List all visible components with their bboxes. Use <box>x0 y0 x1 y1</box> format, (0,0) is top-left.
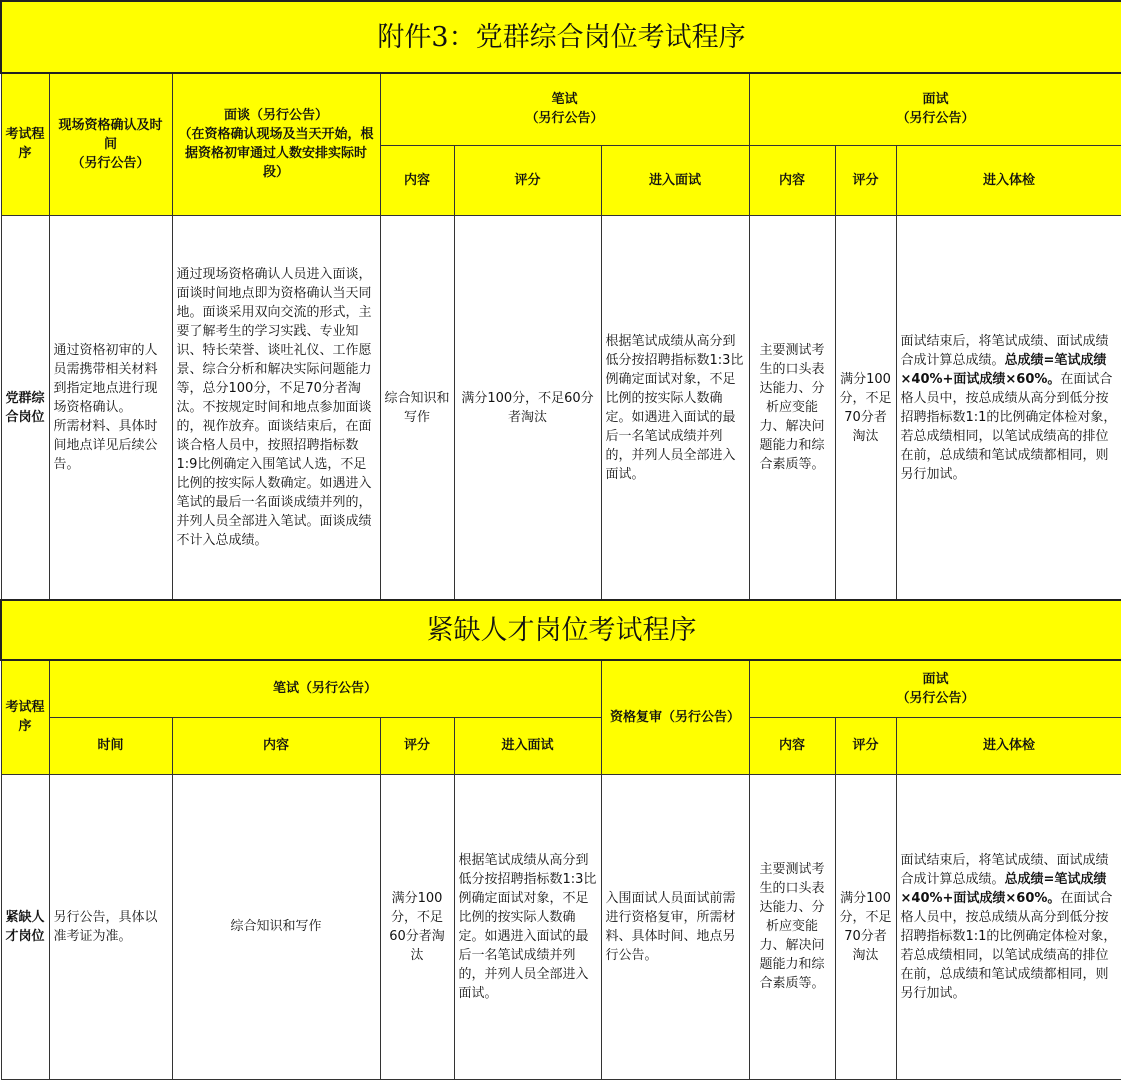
header-verification: 现场资格确认及时间 （另行公告） <box>49 73 172 215</box>
header-oral-content: 内容 <box>749 717 835 774</box>
header-written: 笔试（另行公告） <box>49 660 601 717</box>
oral-enter <box>896 215 1121 600</box>
oral-content: 主要测试考生的口头表达能力、分析应变能力、解决问题能力和综合素质等。 <box>749 215 835 600</box>
header-oral-score: 评分 <box>835 717 896 774</box>
written-content: 综合知识和写作 <box>172 774 380 1079</box>
header-written-score: 评分 <box>454 145 601 215</box>
oral-enter-part-a: 面试结束后，将笔试成绩、面试成绩合成计算总成绩。 <box>900 852 1109 887</box>
section2-title: 紧缺人才岗位考试程序 <box>1 600 1121 660</box>
verification-text: 通过资格初审的人员需携带相关材料到指定地点进行现场资格确认。 所需材料、具体时间地点详见后续公告。 <box>49 215 172 600</box>
header-written-time: 时间 <box>49 717 172 774</box>
written-enter: 根据笔试成绩从高分到低分按招聘指标数1:3比例确定面试对象，不足比例的按实际人数确定。如遇进入面试的最后一名笔试成绩并列的，并列人员全部进入面试。 <box>601 215 749 600</box>
written-score: 满分100分，不足60分者淘汰 <box>454 215 601 600</box>
header-oral-enter: 进入体检 <box>896 717 1121 774</box>
header-oral: 面试 （另行公告） <box>749 660 1121 717</box>
written-enter: 根据笔试成绩从高分到低分按招聘指标数1:3比例确定面试对象，不足比例的按实际人数确定。如遇进入面试的最后一名笔试成绩并列的，并列人员全部进入面试。 <box>454 774 601 1079</box>
oral-content: 主要测试考生的口头表达能力、分析应变能力、解决问题能力和综合素质等。 <box>749 774 835 1079</box>
written-time: 另行公告，具体以准考证为准。 <box>49 774 172 1079</box>
header-procedure: 考试程序 <box>1 660 49 774</box>
post-name: 紧缺人才岗位 <box>1 774 49 1079</box>
review-text: 入围面试人员面试前需进行资格复审，所需材料、具体时间、地点另行公告。 <box>601 774 749 1079</box>
header-oral-content: 内容 <box>749 145 835 215</box>
oral-enter-part-a: 面试结束后，将笔试成绩、面试成绩合成计算总成绩。 <box>900 333 1109 368</box>
header-oral: 面试 （另行公告） <box>749 73 1121 145</box>
header-written-enter: 进入面试 <box>454 717 601 774</box>
header-written-enter: 进入面试 <box>601 145 749 215</box>
interview-text: 通过现场资格确认人员进入面谈，面谈时间地点即为资格确认当天同地。面谈采用双向交流的形式，主要了解考生的学习实践、专业知识、特长荣誉、谈吐礼仪、工作愿景、综合分析和解决实际问题能力等，总分100分，不足70分者淘汰。不按规定时间和地点参加面谈的，视作放弃。面谈结束后，在面谈合格人员中，按照招聘指标数1:9比例确定入围笔试人选，不足比例的按实际人数确定。如遇进入笔试的最后一名面谈成绩并列的，并列人员全部进入笔试。面谈成绩不计入总成绩。 <box>172 215 380 600</box>
shortage-talent-exam-table <box>0 599 1121 1080</box>
oral-enter-part-b: 在面试合格人员中，按总成绩从高分到低分按招聘指标数1:1的比例确定体检对象，若总成绩相同，以笔试成绩高的排位在前，总成绩和笔试成绩都相同，则另行加试。 <box>900 371 1117 482</box>
header-written: 笔试 （另行公告） <box>380 73 749 145</box>
total-score-formula: 总成绩=笔试成绩×40%+面试成绩×60%。 <box>900 352 1107 387</box>
header-written-score: 评分 <box>380 717 454 774</box>
post-name: 党群综合岗位 <box>1 215 49 600</box>
header-review: 资格复审（另行公告） <box>601 660 749 774</box>
oral-score: 满分100分，不足70分者淘汰 <box>835 215 896 600</box>
header-oral-score: 评分 <box>835 145 896 215</box>
header-oral-enter: 进入体检 <box>896 145 1121 215</box>
written-content: 综合知识和写作 <box>380 215 454 600</box>
written-score: 满分100分，不足60分者淘汰 <box>380 774 454 1079</box>
oral-score: 满分100分，不足70分者淘汰 <box>835 774 896 1079</box>
total-score-formula: 总成绩=笔试成绩×40%+面试成绩×60%。 <box>900 871 1107 906</box>
oral-enter <box>896 774 1121 1079</box>
header-interview: 面谈（另行公告） （在资格确认现场及当天开始，根据资格初审通过人数安排实际时段） <box>172 73 380 215</box>
oral-enter-part-b: 在面试合格人员中，按总成绩从高分到低分按招聘指标数1:1的比例确定体检对象，若总成绩相同，以笔试成绩高的排位在前，总成绩和笔试成绩都相同，则另行加试。 <box>900 890 1117 1001</box>
header-written-content: 内容 <box>172 717 380 774</box>
header-procedure: 考试程序 <box>1 73 49 215</box>
section1-title: 附件3：党群综合岗位考试程序 <box>1 1 1121 73</box>
header-written-content: 内容 <box>380 145 454 215</box>
